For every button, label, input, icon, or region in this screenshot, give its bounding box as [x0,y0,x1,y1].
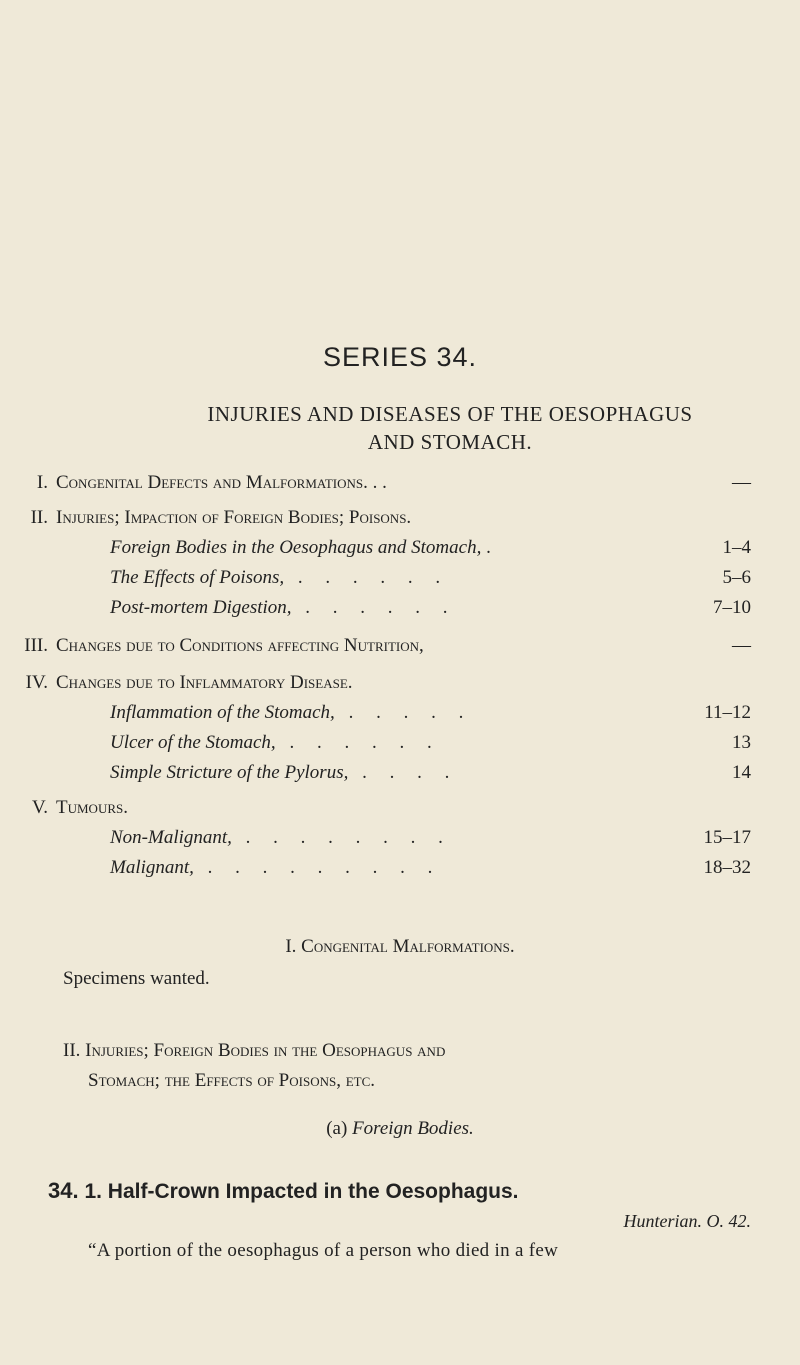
series-title: SERIES 34. [322,342,478,372]
toc-section-1-pages: — [732,472,751,493]
toc-leader: . . . . . . [291,597,457,618]
specimen-heading [48,1178,519,1204]
toc-item-pages: 14 [732,762,751,783]
toc-leader: . . . . [348,762,459,783]
toc-leader: . . [367,472,387,493]
toc-section-number: I. [36,472,48,493]
toc-section-title: Tumours. [56,797,128,818]
toc-item-pages: 11–12 [704,702,751,723]
toc-section-3-pages: — [732,635,751,656]
toc-item [110,760,458,786]
main-title [170,400,730,456]
toc-item-label: Post-mortem Digestion, [110,597,292,618]
toc-item-label: Non-Malignant, [110,827,232,848]
toc-leader: . . . . . . [275,732,441,753]
specimen-description: “A portion of the oesophagus of a person who died in a few [88,1240,559,1261]
specimen-item-number: 1. [84,1180,102,1203]
toc-item-label: The Effects of Poisons, [110,567,285,588]
toc-item [110,730,441,756]
toc-item-label: Inflammation of the Stomach, [110,702,335,723]
toc-item-label: Foreign Bodies in the Oesophagus and Stomach, [110,537,482,558]
toc-item-label: Simple Stricture of the Pylorus, [110,762,349,783]
toc-item [110,535,491,561]
toc-section-1 [10,470,387,496]
toc-item-pages: 18–32 [703,857,751,878]
toc-item [110,855,441,881]
section-2-title-line-1: II. Injuries; Foreign Bodies in the Oesophagus and [63,1040,446,1061]
specimen-title: Half-Crown Impacted in the Oesophagus. [107,1180,519,1203]
subheading-prefix: (a) [326,1118,348,1139]
toc-item [110,595,457,621]
subheading-text: Foreign Bodies. [352,1118,474,1139]
toc-section-number: III. [24,635,48,656]
toc-section-title: Changes due to Inflammatory Disease. [56,672,353,693]
toc-section-5 [10,795,128,821]
toc-leader: . . . . . [334,702,473,723]
toc-item-label: Ulcer of the Stomach, [110,732,276,753]
toc-leader: . . . . . . . . [231,827,452,848]
toc-item [110,565,449,591]
toc-section-number: IV. [25,672,48,693]
section-1-text: Specimens wanted. [63,968,210,989]
toc-item [110,700,472,726]
toc-section-number: II. [30,507,48,528]
main-title-line-2: AND STOMACH. [367,430,533,454]
toc-item [110,825,452,851]
specimen-series-number: 34. [48,1178,79,1203]
section-1-title: I. Congenital Malformations. [285,936,515,957]
toc-item-pages: 5–6 [722,567,751,588]
toc-section-title: Injuries; Impaction of Foreign Bodies; Poisons. [56,507,412,528]
toc-item-pages: 7–10 [713,597,751,618]
main-title-line-1: INJURIES AND DISEASES OF THE OESOPHAGUS [207,402,693,426]
subheading [0,1114,800,1144]
toc-section-4 [10,670,353,696]
toc-section-number: V. [31,797,48,818]
toc-leader: . [481,537,491,558]
toc-item-pages: 13 [732,732,751,753]
toc-leader: . . . . . . . . . [193,857,442,878]
toc-section-3 [10,633,424,659]
section-2-title-line-2: Stomach; the Effects of Poisons, etc. [88,1070,376,1091]
toc-item-pages: 15–17 [703,827,751,848]
toc-section-title: Changes due to Conditions affecting Nutrition, [56,635,424,656]
toc-section-title: Congenital Defects and Malformations. [56,472,368,493]
toc-section-2 [10,505,411,531]
specimen-reference: Hunterian. O. 42. [623,1211,751,1231]
toc-item-pages: 1–4 [722,537,751,558]
toc-leader: . . . . . . [284,567,450,588]
toc-item-label: Malignant, [110,857,194,878]
